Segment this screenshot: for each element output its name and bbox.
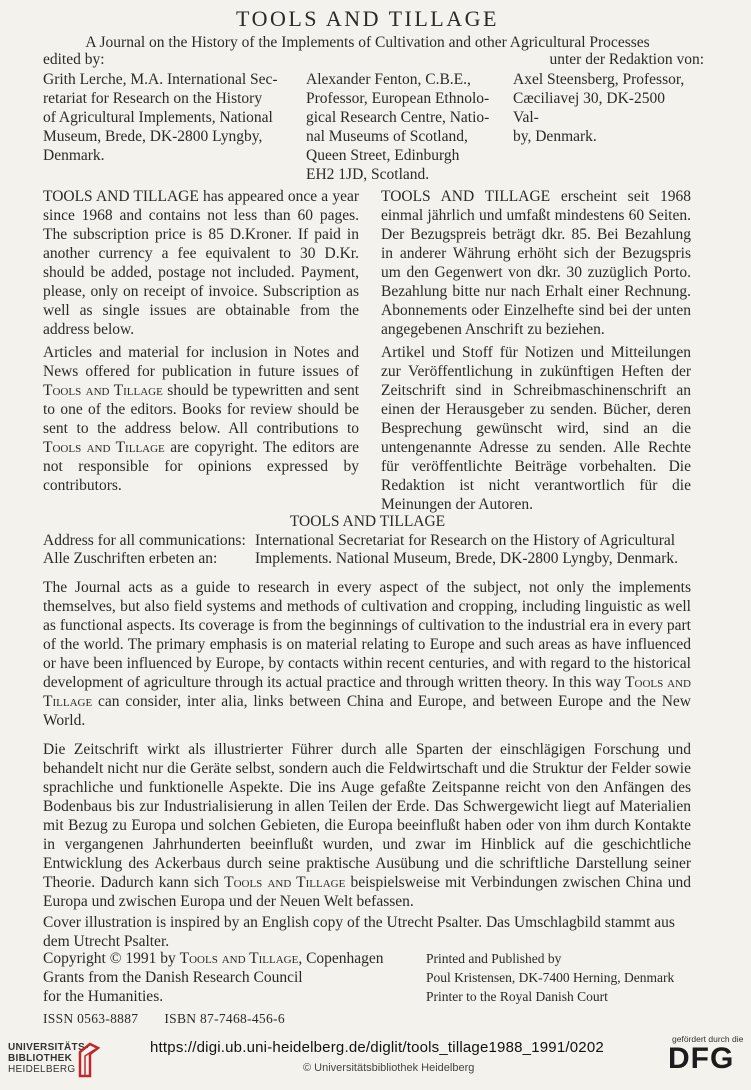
address-label: Alle Zuschriften erbeten an: [43, 550, 218, 567]
copyright-block [43, 949, 384, 1006]
editor-line: retariat for Research on the History [43, 90, 263, 107]
address-value: International Secretariat for Research on the History of Agricultural [255, 532, 676, 549]
scope-en [43, 578, 691, 730]
text-run: The Journal acts as a guide to research in every aspect of the subject, not only the implements themselves, but also field systems and methods of cultivation and cropping, including linguistic as well as functional aspects. Its coverage is from the beginnings of cultivation to the industrial era in every part of the world. The primary emphasis is on material relating to Europe and such areas as have influenced or have been influenced by Europe, by contacts within recent centuries, and with regard to the historical development of agriculture through its actual practice and through written theory. In this way [43, 579, 691, 691]
editor-steensberg [513, 70, 691, 146]
dfg-logo: DFG [668, 1042, 735, 1075]
edited-by-label: edited by: [43, 51, 105, 68]
printer-line: Poul Kristensen, DK-7400 Herning, Denmark [426, 970, 675, 985]
editor-line: Professor, European Ethnolo- [306, 90, 490, 107]
address-heading: TOOLS AND TILLAGE [289, 513, 446, 530]
address-de [43, 550, 703, 568]
grants-line: for the Humanities. [43, 988, 164, 1005]
journal-name: Tools and Tillage [43, 382, 163, 399]
library-logo-icon [76, 1042, 102, 1078]
text-run: Die Zeitschrift wirkt als illustrierter Führer durch alle Sparten der einschlägigen Forschung und behandelt nicht nur die Geräte selbst, sondern auch die Feldwirtschaft und die Struktur der Felder sowie sprachliche und funktionelle Aspekte. Die ins Auge gefaßte Zeitspanne reicht von den Anfängen des Bodenbaus bis zur Industrialisierung in allen Teilen der Erde. Das Schwergewicht liegt auf Materialien mit Bezug zu Europa und solchen Gebieten, die Europa beeinflußt haben oder von ihm durch Kontakte in vergangenen Jahrhunderten beeinflußt wurden, und zwar im Hinblick auf die geschichtliche Entwicklung des Ackerbaus durch seine praktische Ausübung und die schriftliche Darstellung seiner Theorie. Dadurch kann sich [43, 741, 691, 891]
editor-fenton [306, 70, 494, 184]
journal-name: Tools and Tillage [179, 950, 299, 967]
text-run: beispielsweise mit Verbindungen zwischen China und Europa und zwischen Europa und der Neuen Welt befassen. [43, 874, 692, 910]
text-run: Copyright © 1991 by [43, 950, 180, 967]
printer-line: Printed and Published by [426, 951, 562, 966]
text-run: , Copenhagen [298, 950, 384, 967]
editor-line: Museum, Brede, DK-2800 Lyngby, [43, 128, 263, 145]
editor-lerche [43, 70, 288, 165]
page-url-link[interactable]: https://digi.ub.uni-heidelberg.de/diglit/tools_tillage1988_1991/0202 [150, 1039, 604, 1056]
text-run: Articles and material for inclusion in Notes and News offered for publication in future issues of [43, 344, 359, 380]
editor-line: Cæciliavej 30, DK-2500 Val- [513, 90, 665, 126]
journal-subtitle: A Journal on the History of the Implements of Cultivation and other Agricultural Processes [85, 34, 650, 51]
address-value: Implements. National Museum, Brede, DK-2800 Lyngby, Denmark. [255, 550, 679, 567]
editor-line: Queen Street, Edinburgh [306, 147, 460, 164]
subscription-en: TOOLS AND TILLAGE has appeared once a year since 1968 and contains not less than 60 pages. The subscription price is 85 D.Kroner. If paid in another currency a fee equivalent to 30 D.Kr. should be added, postage not included. Payment, please, only on receipt of invoice. Subscription as well as single issues are obtainable from the address below. [43, 188, 359, 338]
scope-de [43, 740, 691, 911]
footer-copyright: © Universitätsbibliothek Heidelberg [303, 1062, 475, 1074]
viewer-footer [0, 1026, 751, 1090]
address-en [43, 532, 703, 550]
cover-note: Cover illustration is inspired by an English copy of the Utrecht Psalter. Das Umschlagbild stammt aus dem Utrecht Psalter. [43, 914, 675, 950]
articles-de: Artikel und Stoff für Notizen und Mitteilungen zur Veröffentlichung in zukünftigen Heften der Zeitschrift sind in Schreibmaschinenschrift an einen der Herausgeber zu senden. Bücher, deren Besprechung gewünscht wird, sind an die untengenannte Adresse zu senden. Alle Rechte für veröffentlichte Beiträge vorbehalten. Die Redaktion ist nicht verantwortlich für die Meinungen der Autoren. [381, 344, 691, 513]
text-run: should be typewritten and sent to one of the editors. Books for review should be sent to the address below. All contributions to [43, 382, 359, 437]
library-line: UNIVERSITÄTS- [8, 1042, 89, 1053]
library-line: BIBLIOTHEK [8, 1053, 73, 1064]
journal-name: Tools and Tillage [43, 439, 165, 456]
journal-title: TOOLS AND TILLAGE [236, 6, 499, 31]
editor-line: Grith Lerche, M.A. International Sec- [43, 71, 278, 88]
editor-line: Alexander Fenton, C.B.E., [306, 71, 471, 88]
printer-block [426, 949, 674, 1006]
editor-line: gical Research Centre, Natio- [306, 109, 490, 126]
journal-name: Tools and Tillage [43, 674, 691, 710]
grants-line: Grants from the Danish Research Council [43, 969, 303, 986]
printer-line: Printer to the Royal Danish Court [426, 989, 608, 1004]
journal-name: Tools and Tillage [224, 874, 346, 891]
editor-line: EH2 1JD, Scotland. [306, 166, 430, 183]
address-label: Address for all communications: [43, 532, 246, 549]
editor-line: nal Museums of Scotland, [306, 128, 468, 145]
editor-line: Axel Steensberg, Professor, [513, 71, 685, 88]
text-run: can consider, inter alia, links between China and Europe, and between Europe and the New World. [43, 693, 691, 729]
editor-line: by, Denmark. [513, 128, 597, 145]
isbn: ISBN 87-7468-456-6 [164, 1011, 285, 1026]
funded-by-label: gefördert durch die [672, 1034, 744, 1044]
unter-redaktion-label: unter der Redaktion von: [549, 51, 704, 68]
issn: ISSN 0563-8887 [43, 1011, 139, 1026]
issn-isbn [43, 1011, 311, 1027]
copyright-line [43, 949, 384, 968]
editor-line: of Agricultural Implements, National [43, 109, 273, 126]
library-line: HEIDELBERG [8, 1064, 76, 1075]
articles-en [43, 343, 359, 495]
editor-line: Denmark. [43, 147, 105, 164]
text-run: are copyright. The editors are not responsible for opinions expressed by contributors. [43, 439, 359, 494]
subscription-de: TOOLS AND TILLAGE erscheint seit 1968 einmal jährlich und umfaßt mindestens 60 Seiten. Der Bezugspreis beträgt dkr. 85. Bei Bezahlung in anderer Währung erhöht sich der Bezugspris um den Gegenwert von dkr. 30 zuzüglich Porto. Bezahlung bitte nur nach Erhalt einer Rechnung. Abonnements oder Einzelhefte sind bei der unten angegebenen Anschrift zu beziehen. [381, 188, 691, 338]
